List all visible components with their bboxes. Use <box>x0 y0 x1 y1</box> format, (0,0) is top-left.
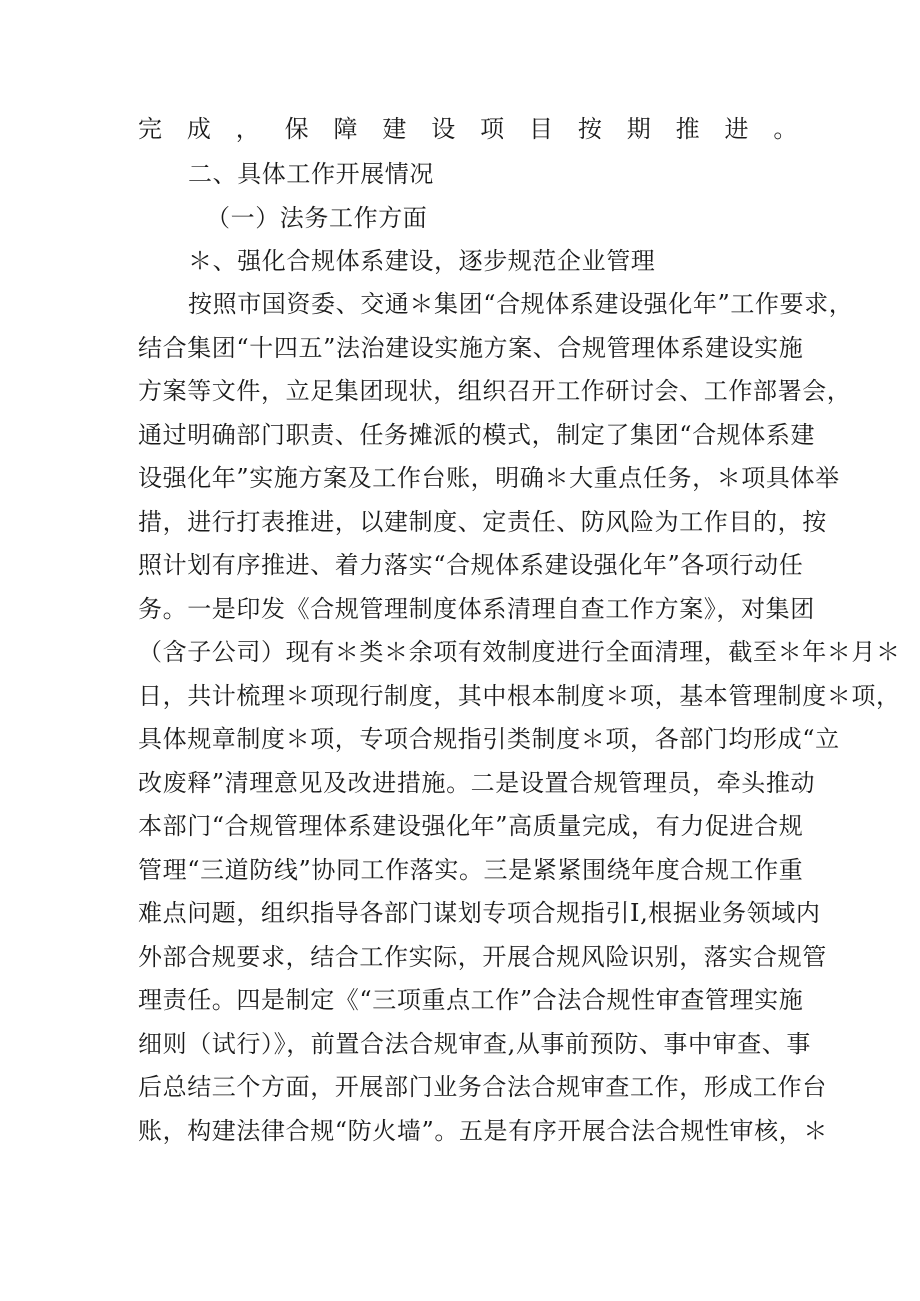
paragraph-line: 照计划有序推进、着力落实“合规体系建设强化年”各项行动任 <box>138 551 804 579</box>
continuation-line: 完成，保障建设项目按期推进。 <box>138 115 798 143</box>
paragraph-line: 细则（试行）》，前置合法合规审查,从事前预防、事中审查、事 <box>138 1030 812 1058</box>
paragraph-line: 务。一是印发《合规管理制度体系清理自查工作方案》，对集团 <box>138 595 815 623</box>
paragraph-line: （含子公司）现有＊类＊余项有效制度进行全面清理，截至＊年＊月＊ <box>138 638 901 666</box>
paragraph-line: 日，共计梳理＊项现行制度，其中根本制度＊项，基本管理制度＊项， <box>138 682 901 710</box>
subsection-heading: （一）法务工作方面 <box>206 204 428 232</box>
paragraph-line: 后总结三个方面，开展部门业务合法合规审查工作，形成工作台 <box>138 1073 827 1101</box>
paragraph-line: 管理“三道防线”协同工作落实。三是紧紧围绕年度合规工作重 <box>138 856 804 884</box>
paragraph-line: 措，进行打表推进，以建制度、定责任、防风险为工作目的，按 <box>138 508 827 536</box>
section-heading: 二、具体工作开展情况 <box>188 160 434 188</box>
paragraph-line: 难点问题，组织指导各部门谋划专项合规指引Ⅰ,根据业务领域内 <box>138 899 821 927</box>
paragraph-line: 通过明确部门职责、任务摊派的模式，制定了集团“合规体系建 <box>138 421 816 449</box>
paragraph-line: 理责任。四是制定《“三项重点工作”合法合规性审查管理实施 <box>138 986 804 1014</box>
paragraph-line: 方案等文件，立足集团现状，组织召开工作研讨会、工作部署会， <box>138 377 852 405</box>
paragraph-line: 账，构建法律合规“防火墙”。五是有序开展合法合规性审核，＊ <box>138 1117 828 1145</box>
paragraph-line: 结合集团“十四五”法治建设实施方案、合规管理体系建设实施 <box>138 334 804 362</box>
paragraph-line: 外部合规要求，结合工作实际，开展合规风险识别，落实合规管 <box>138 943 827 971</box>
paragraph-line: 按照市国资委、交通＊集团“合规体系建设强化年”工作要求， <box>188 290 854 318</box>
paragraph-line: 设强化年”实施方案及工作台账，明确＊大重点任务，＊项具体举 <box>138 464 840 492</box>
paragraph-line: 具体规章制度＊项，专项合规指引类制度＊项，各部门均形成“立 <box>138 725 840 753</box>
paragraph-line: 改废释”清理意见及改进措施。二是设置合规管理员，牵头推动 <box>138 769 816 797</box>
item-heading: ＊、强化合规体系建设，逐步规范企业管理 <box>188 247 656 275</box>
paragraph-line: 本部门“合规管理体系建设强化年”高质量完成，有力促进合规 <box>138 812 804 840</box>
